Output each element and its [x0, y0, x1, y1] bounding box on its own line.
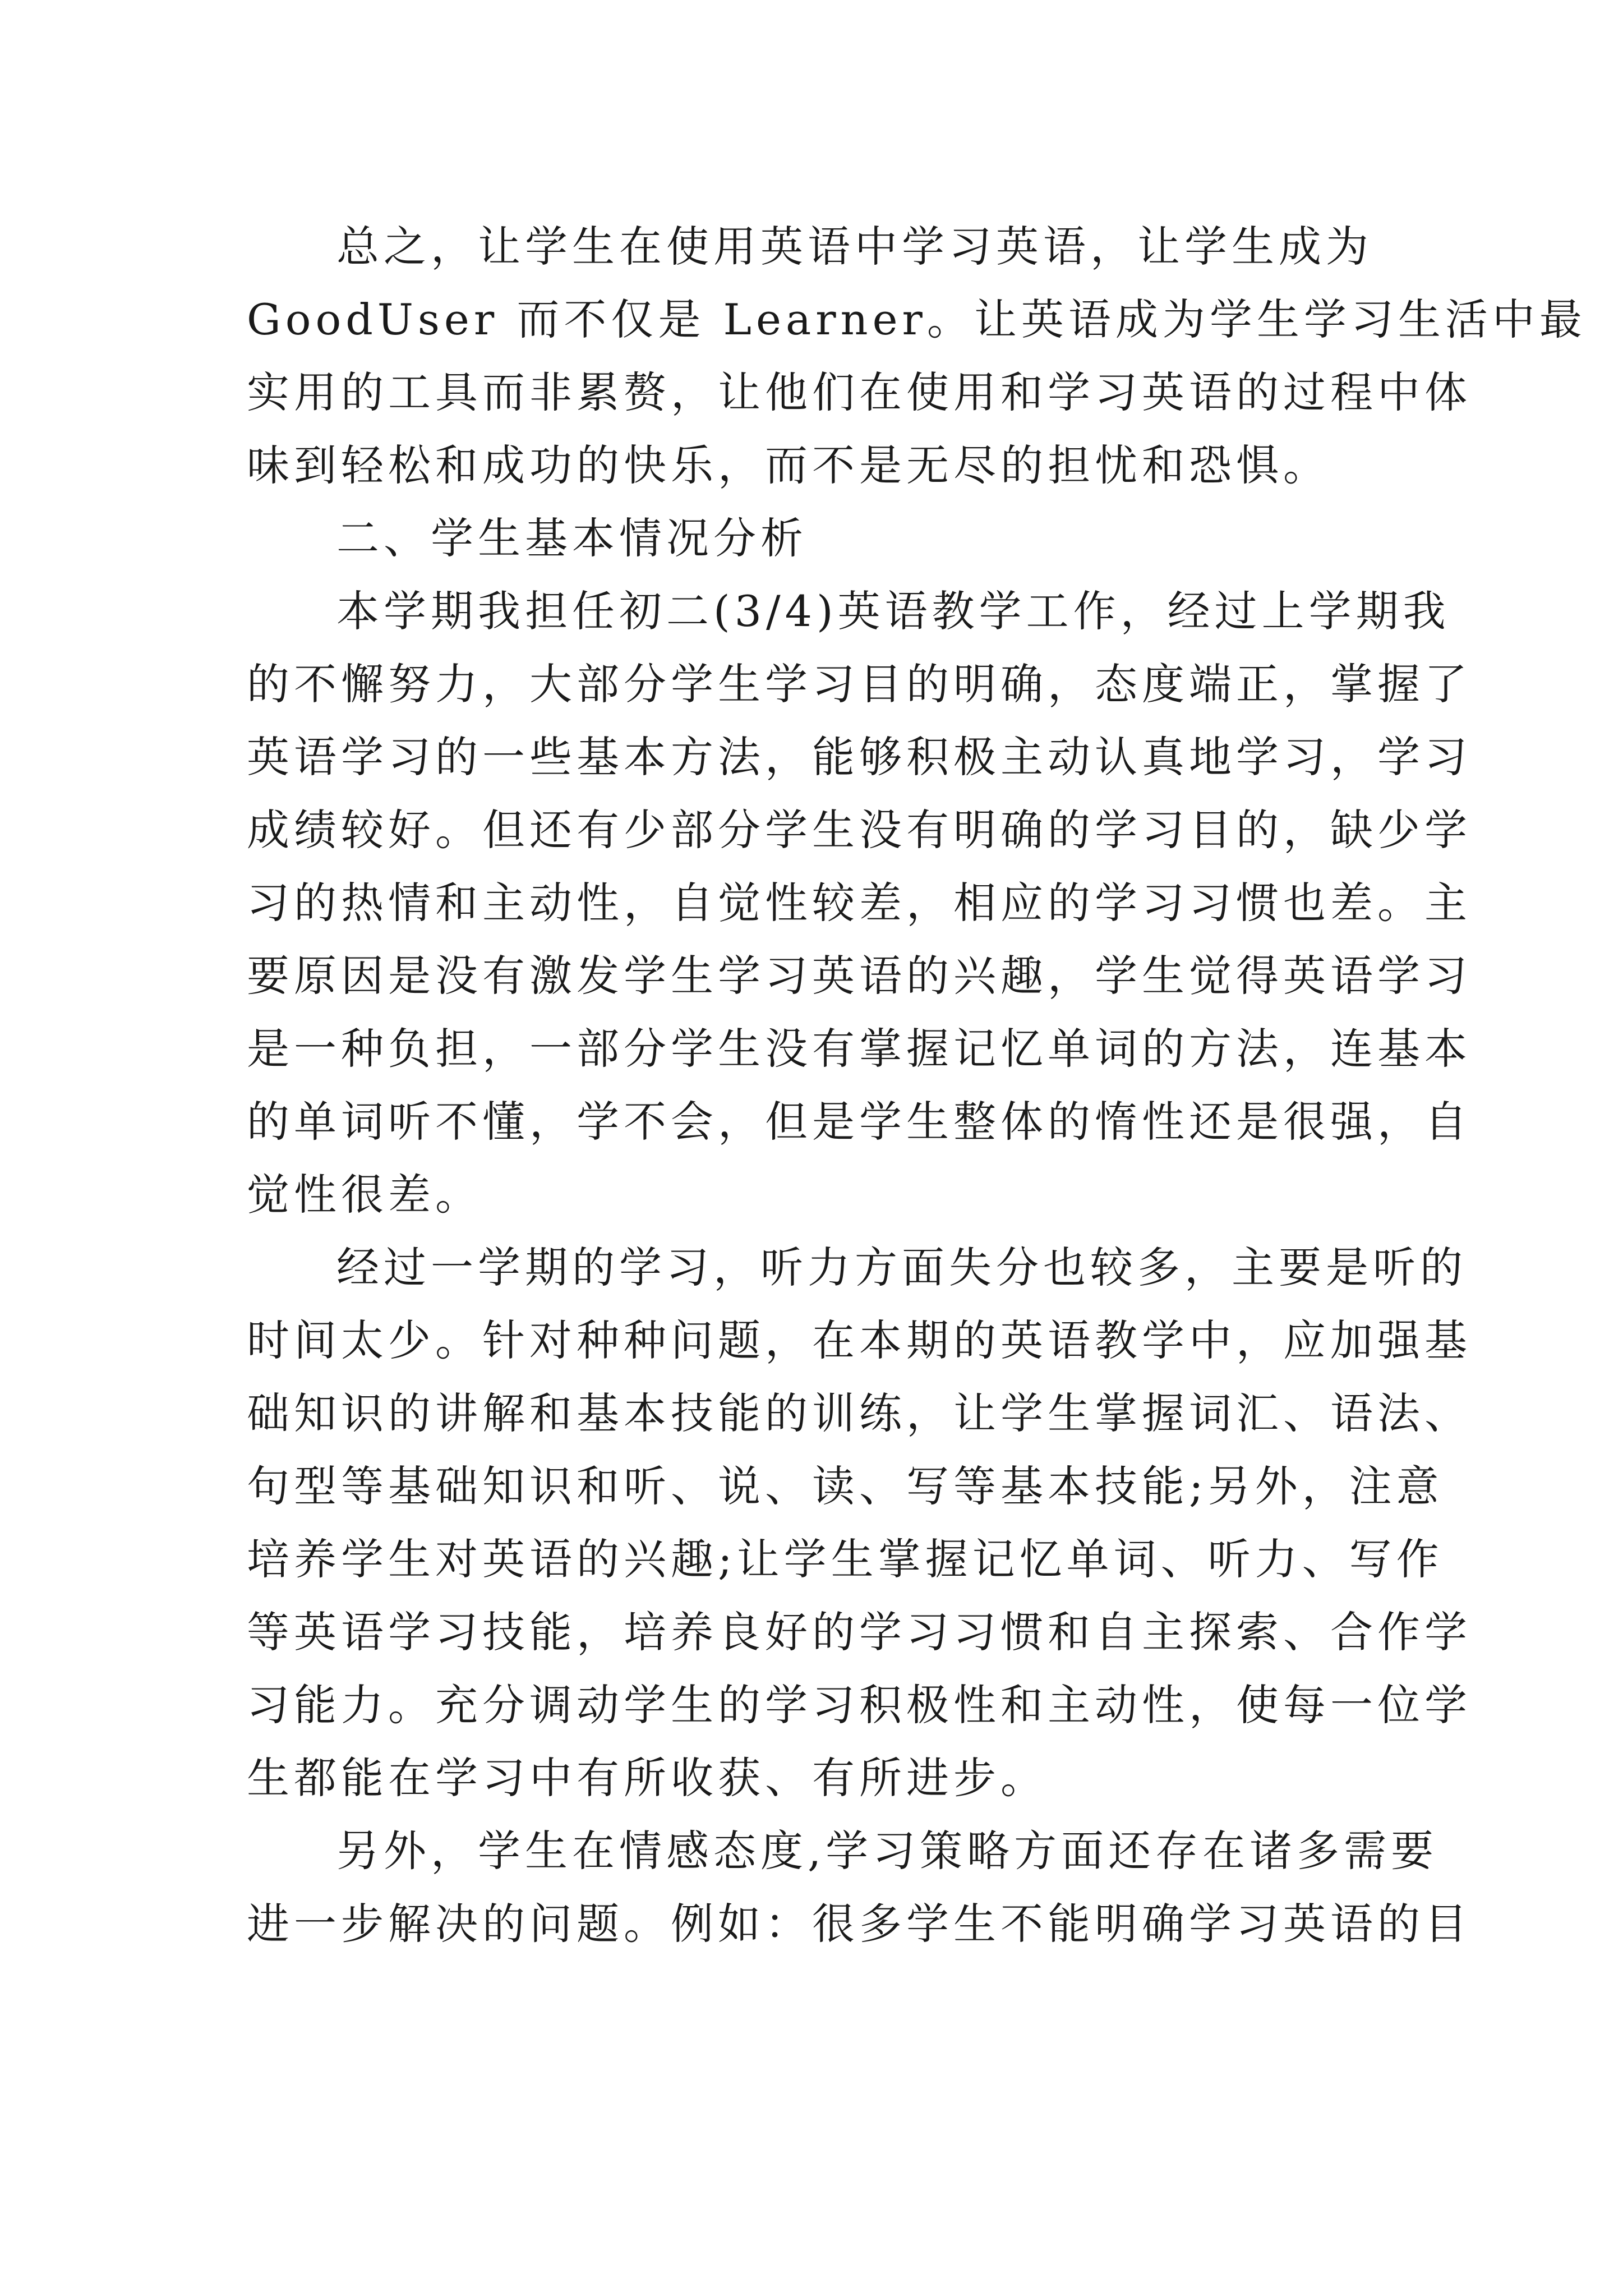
- text-line: 英语学习的一些基本方法，能够积极主动认真地学习，学习: [247, 732, 1472, 782]
- text-line: 习能力。充分调动学生的学习积极性和主动性，使每一位学: [247, 1680, 1472, 1730]
- text-line: 句型等基础知识和听、说、读、写等基本技能;另外，注意: [247, 1461, 1444, 1511]
- text-line: 另外，学生在情感态度,学习策略方面还存在诸多需要: [336, 1826, 1438, 1876]
- text-line: 实用的工具而非累赘，让他们在使用和学习英语的过程中体: [247, 367, 1472, 417]
- text-line: 时间太少。针对种种问题，在本期的英语教学中，应加强基: [247, 1315, 1472, 1365]
- text-line: 生都能在学习中有所收获、有所进步。: [247, 1753, 1048, 1803]
- text-line: 进一步解决的问题。例如：很多学生不能明确学习英语的目: [247, 1899, 1472, 1949]
- text-line: 础知识的讲解和基本技能的训练，让学生掌握词汇、语法、: [247, 1388, 1472, 1438]
- text-line: 习的热情和主动性，自觉性较差，相应的学习习惯也差。主: [247, 878, 1472, 928]
- text-line: 成绩较好。但还有少部分学生没有明确的学习目的，缺少学: [247, 805, 1472, 855]
- text-line: 味到轻松和成功的快乐，而不是无尽的担忧和恐惧。: [247, 440, 1330, 490]
- text-line: 经过一学期的学习，听力方面失分也较多，主要是听的: [336, 1243, 1467, 1292]
- section-heading: 二、学生基本情况分析: [336, 513, 808, 563]
- text-line: 觉性很差。: [247, 1170, 482, 1220]
- text-line: 总之，让学生在使用英语中学习英语，让学生成为: [336, 222, 1373, 272]
- text-line: 等英语学习技能，培养良好的学习习惯和自主探索、合作学: [247, 1607, 1472, 1657]
- text-line: GoodUser 而不仅是 Learner。让英语成为学生学习生活中最: [247, 295, 1587, 344]
- text-line: 本学期我担任初二(3/4)英语教学工作，经过上学期我: [336, 586, 1450, 636]
- text-line: 的单词听不懂，学不会，但是学生整体的惰性还是很强，自: [247, 1097, 1472, 1147]
- text-line: 是一种负担，一部分学生没有掌握记忆单词的方法，连基本: [247, 1024, 1472, 1074]
- text-line: 要原因是没有激发学生学习英语的兴趣，学生觉得英语学习: [247, 951, 1472, 1001]
- text-line: 培养学生对英语的兴趣;让学生掌握记忆单词、听力、写作: [247, 1534, 1444, 1584]
- text-line: 的不懈努力，大部分学生学习目的明确，态度端正，掌握了: [247, 659, 1472, 709]
